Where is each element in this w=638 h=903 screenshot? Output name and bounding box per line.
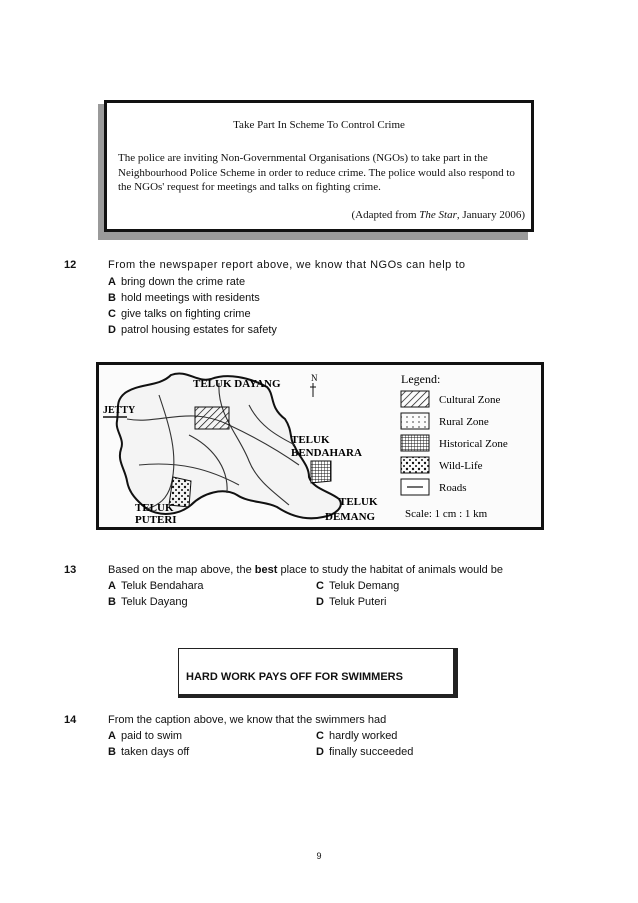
- option-d[interactable]: [108, 323, 277, 339]
- legend-wildlife-icon: [401, 457, 429, 473]
- legend-rural-icon: [401, 413, 429, 429]
- option-letter: B: [108, 292, 116, 304]
- option-letter: A: [108, 580, 116, 592]
- option-c[interactable]: [108, 307, 251, 323]
- question-13: [64, 563, 584, 613]
- option-letter: B: [108, 746, 116, 758]
- north-arrow-icon: [310, 373, 318, 397]
- question-12: [64, 258, 584, 338]
- question-stem: From the caption above, we know that the swimmers had: [108, 714, 387, 726]
- option-text: bring down the crime rate: [120, 276, 246, 288]
- option-letter: A: [108, 730, 116, 742]
- label-teluk-puteri-2: PUTERI: [135, 514, 177, 526]
- label-teluk-puteri-1: TELUK: [135, 502, 174, 514]
- option-text: patrol housing estates for safety: [120, 324, 277, 336]
- option-text: Teluk Demang: [328, 580, 400, 592]
- option-text: taken days off: [120, 746, 190, 758]
- map-drawing: [99, 365, 541, 527]
- option-text: Teluk Dayang: [120, 596, 188, 608]
- cultural-zone-area: [195, 407, 229, 429]
- option-d[interactable]: [316, 595, 386, 611]
- news-body: The police are inviting Non-Governmental Organisations (NGOs) to take part in the Neighbourhood Police Scheme in order to reduce crime. The police would also respond to the NGOs' request for meetings and talks on fighting crime.: [118, 152, 515, 193]
- option-text: paid to swim: [120, 730, 183, 742]
- question-stem: From the newspaper report above, we know that NGOs can help to: [108, 259, 466, 271]
- option-text: Teluk Puteri: [328, 596, 387, 608]
- stem-part: place to study the habitat of animals would be: [277, 564, 504, 576]
- option-b[interactable]: [108, 291, 260, 307]
- legend-historical-label: Historical Zone: [439, 438, 508, 450]
- legend-title: Legend:: [401, 372, 441, 386]
- label-teluk-bendahara-1: TELUK: [291, 434, 330, 446]
- option-a[interactable]: [108, 579, 204, 595]
- option-text: finally succeeded: [328, 746, 414, 758]
- option-c[interactable]: [316, 729, 397, 745]
- legend-cultural-icon: [401, 391, 429, 407]
- question-14: [64, 713, 584, 763]
- legend-historical-icon: [401, 435, 429, 451]
- label-teluk-bendahara-2: BENDAHARA: [291, 447, 362, 459]
- option-text: hold meetings with residents: [120, 292, 260, 304]
- news-source: [351, 209, 525, 221]
- option-letter: C: [316, 730, 324, 742]
- label-teluk-demang-2: DEMANG: [325, 511, 376, 523]
- north-label: N: [311, 373, 318, 383]
- option-b[interactable]: [108, 595, 188, 611]
- question-number: 14: [64, 714, 77, 726]
- option-letter: C: [316, 580, 324, 592]
- question-stem: [108, 563, 503, 579]
- option-a[interactable]: [108, 729, 182, 745]
- caption-box: [178, 648, 460, 698]
- option-b[interactable]: [108, 745, 189, 761]
- option-d[interactable]: [316, 745, 413, 761]
- question-number: 13: [64, 564, 77, 576]
- legend-cultural-label: Cultural Zone: [439, 394, 501, 406]
- option-letter: D: [108, 324, 116, 336]
- map-figure: [96, 362, 544, 530]
- label-teluk-demang-1: TELUK: [339, 496, 378, 508]
- caption-frame: [178, 648, 454, 695]
- legend-roads-label: Roads: [439, 482, 467, 494]
- caption-shadow-bottom: [178, 695, 458, 698]
- option-letter: D: [316, 596, 324, 608]
- stem-emphasis: best: [254, 564, 278, 576]
- option-letter: C: [108, 308, 116, 320]
- historical-zone-area: [311, 461, 331, 483]
- stem-part: Based on the map above, the: [108, 564, 255, 576]
- option-text: hardly worked: [328, 730, 398, 742]
- option-text: give talks on fighting crime: [120, 308, 251, 320]
- label-jetty: JETTY: [103, 405, 136, 416]
- option-letter: A: [108, 276, 116, 288]
- label-teluk-dayang: TELUK DAYANG: [193, 378, 281, 390]
- box-frame: [104, 100, 534, 232]
- source-prefix: (Adapted from: [351, 209, 420, 221]
- option-a[interactable]: [108, 275, 245, 291]
- caption-text: HARD WORK PAYS OFF FOR SWIMMERS: [186, 671, 403, 683]
- page-number: 9: [316, 851, 322, 861]
- question-number: 12: [64, 259, 77, 271]
- legend-wildlife-label: Wild-Life: [439, 460, 483, 472]
- legend-rural-label: Rural Zone: [439, 416, 489, 428]
- option-text: Teluk Bendahara: [120, 580, 204, 592]
- caption-shadow-right: [454, 648, 458, 698]
- source-suffix: , January 2006): [456, 209, 525, 221]
- map-scale: Scale: 1 cm : 1 km: [405, 508, 488, 520]
- option-letter: D: [316, 746, 324, 758]
- source-publication: The Star: [419, 209, 457, 221]
- option-letter: B: [108, 596, 116, 608]
- news-headline: Take Part In Scheme To Control Crime: [233, 119, 405, 131]
- option-c[interactable]: [316, 579, 399, 595]
- newspaper-report-box: [98, 100, 538, 240]
